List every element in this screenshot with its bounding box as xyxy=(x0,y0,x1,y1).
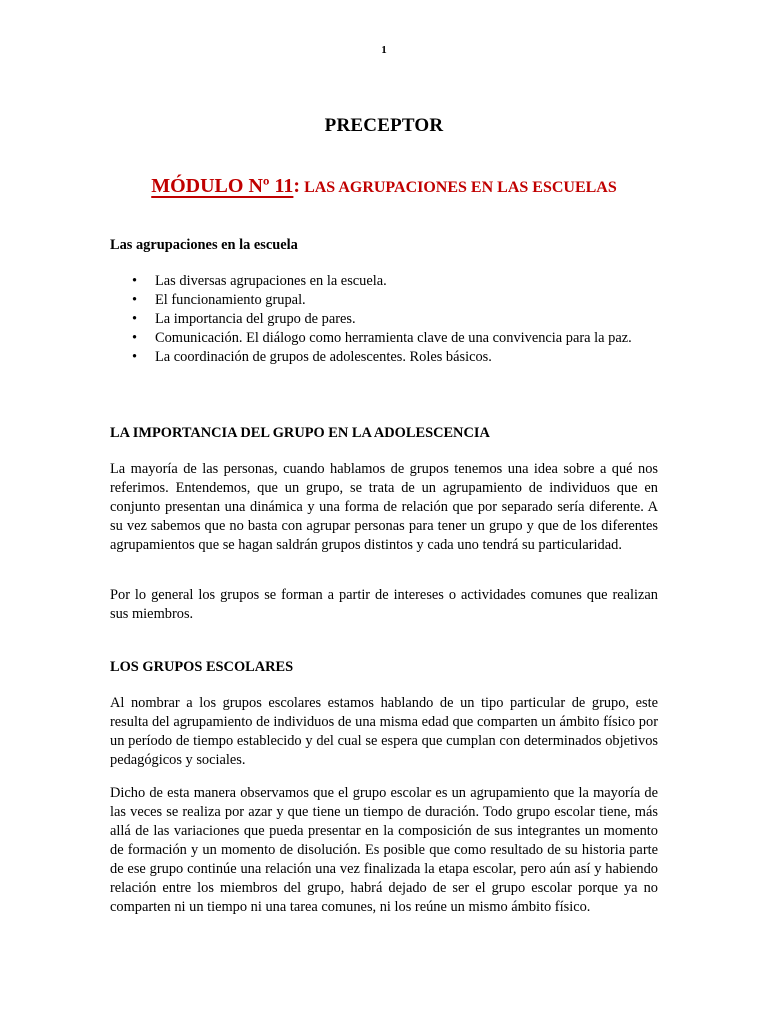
list-item xyxy=(110,310,658,329)
section-heading-grupos-escolares: LOS GRUPOS ESCOLARES xyxy=(110,659,294,675)
paragraph-text: Al nombrar a los grupos escolares estamos hablando de un tipo particular de grupo, este resulta del agrupamiento de individuos de una misma edad que comparten un ámbito físico por un período de tiempo establecido y del cual se espera que cumplan con determinados objetivos pedagógicos y sociales. xyxy=(110,695,658,768)
module-label: MÓDULO Nº 11 xyxy=(151,175,294,197)
list-item xyxy=(110,291,658,310)
list-item xyxy=(110,329,658,348)
page-number: 1 xyxy=(381,44,387,56)
module-colon: : xyxy=(293,175,301,197)
topic-list xyxy=(110,272,658,367)
bullet-icon: • xyxy=(132,273,138,289)
section-heading-agrupaciones: Las agrupaciones en la escuela xyxy=(110,237,298,253)
paragraph-text: Dicho de esta manera observamos que el grupo escolar es un agrupamiento que la mayoría de las veces se realiza por azar y que tiene un tiempo de duración. Todo grupo escolar tiene, más allá de las variaciones que pueda presentar en la composición de sus integrantes un momento de formación y un momento de disolución. Es posible que como resultado de su historia parte de ese grupo continúe una relación una vez finalizada la etapa escolar, pero aún así y habiendo relación entre los miembros del grupo, habrá dejado de ser el grupo escolar porque ya no comparten ni un tiempo ni una tarea comunes, ni los reúne un mismo ámbito físico. xyxy=(110,785,658,915)
paragraph-importancia-2 xyxy=(110,586,658,624)
list-item xyxy=(110,348,658,367)
paragraph-importancia-1 xyxy=(110,460,658,555)
list-item-text: El funcionamiento grupal. xyxy=(155,292,306,308)
paragraph-text: Por lo general los grupos se forman a partir de intereses o actividades comunes que realizan sus miembros. xyxy=(110,587,658,622)
section-heading-importancia: LA IMPORTANCIA DEL GRUPO EN LA ADOLESCENCIA xyxy=(110,425,490,441)
list-item-text: La importancia del grupo de pares. xyxy=(155,311,356,327)
bullet-icon: • xyxy=(132,349,138,365)
list-item-text: Comunicación. El diálogo como herramienta clave de una convivencia para la paz. xyxy=(155,330,632,346)
bullet-icon: • xyxy=(132,292,138,308)
list-item xyxy=(110,272,658,291)
paragraph-grupos-1 xyxy=(110,694,658,770)
document-title: PRECEPTOR xyxy=(324,115,444,136)
bullet-icon: • xyxy=(132,311,138,327)
list-item-text: Las diversas agrupaciones en la escuela. xyxy=(155,273,387,289)
module-subtitle: LAS AGRUPACIONES EN LAS ESCUELAS xyxy=(300,179,617,196)
paragraph-text: La mayoría de las personas, cuando hablamos de grupos tenemos una idea sobre a qué nos referimos. Entendemos, que un grupo, se trata de un agrupamiento de individuos que en conjunto presentan una dinámica y una forma de relación que por separado sería diferente. A su vez sabemos que no basta con agrupar personas para tener un grupo y que de los diferentes agrupamientos que se hagan saldrán grupos distintos y cada uno tendrá su particularidad. xyxy=(110,461,658,553)
paragraph-grupos-2 xyxy=(110,784,658,917)
list-item-text: La coordinación de grupos de adolescentes. Roles básicos. xyxy=(155,349,492,365)
bullet-icon: • xyxy=(132,330,138,346)
module-title xyxy=(0,175,768,198)
